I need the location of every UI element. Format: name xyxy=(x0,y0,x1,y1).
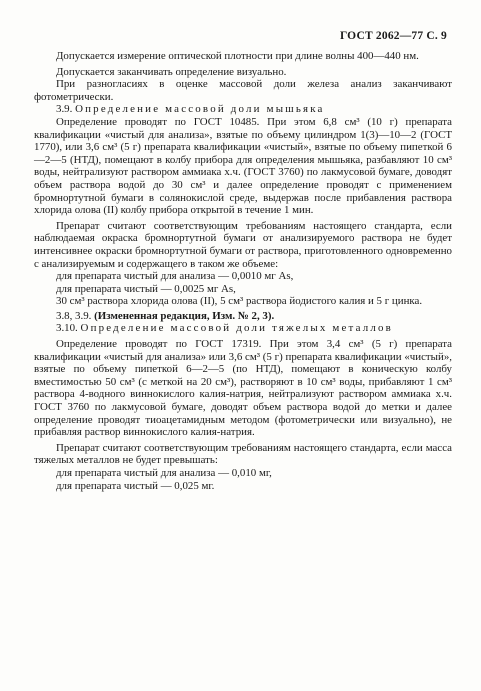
paragraph-disagreement: При разногласиях в оценке массовой доли железа анализ заканчивают фотометрически. xyxy=(34,78,452,103)
section-title: Определение массовой доли мышьяка xyxy=(75,103,325,116)
amendment-section-numbers: 3.8, 3.9. xyxy=(56,309,92,322)
page-header: ГОСТ 2062—77 С. 9 xyxy=(339,30,447,42)
paragraph-arsenic-method: Определение проводят по ГОСТ 10485. При этом 6,8 см³ (10 г) препарата квалификации «чистый для анализа», взятые по объему цилиндром 1(3)—10—2 (ГОСТ 1770), или 3,6 см³ (5 г) препарата квалификации «чистый», взятые по объему пипеткой 6—2—5 (НТД), помещают в колбу прибора для определения мышьяка, разбавляют 10 см³ воды, нейтрализуют раствором аммиака х.ч. (ГОСТ 3760) по лакмусовой бумаге, доводят объем раствора водой до 30 см³ и далее определение проводят с применением бромнортутной бумаги в солянокислой среде, выдержав после прибавления раствора хлорида олова (II) колбу прибора открытой в течение 1 мин. xyxy=(34,115,452,217)
paragraph-arsenic-reagents: 30 см³ раствора хлорида олова (II), 5 см³ раствора йодистого калия и 5 г цинка. xyxy=(56,295,423,308)
paragraph-heavy-metals-pure: для препарата чистый — 0,025 мг. xyxy=(56,479,215,492)
paragraph-arsenic-criterion: Препарат считают соответствующим требованиям настоящего стандарта, если наблюдаемая окраска бромнортутной бумаги от анализируемого раствора не будет интенсивнее окраски бромнортутной бумаги от раствора, приготовленного одновременно с анализируемым и содержащего в таком же объеме: xyxy=(34,219,452,270)
paragraph-arsenic-pure: для препарата чистый — 0,0025 мг As, xyxy=(56,282,236,295)
paragraph-wavelength: Допускается измерение оптической плотности при длине волны 400—440 нм. xyxy=(56,50,419,62)
paragraph-heavy-metals-criterion: Препарат считают соответствующим требованиям настоящего стандарта, если масса тяжелых металлов не будет превышать: xyxy=(34,441,452,467)
section-number: 3.10. xyxy=(56,322,78,335)
paragraph-arsenic-pure-analysis: для препарата чистый для анализа — 0,0010 мг As, xyxy=(56,270,294,283)
section-number: 3.9. xyxy=(56,103,73,116)
section-heading-3-10 xyxy=(34,322,452,335)
paragraph-heavy-metals-method: Определение проводят по ГОСТ 17319. При этом 3,4 см³ (5 г) препарата квалификации «чистый для анализа» или 3,6 см³ (5 г) препарата квалификации «чистый», взятые по объему пипеткой 6—2—5 (по НТД), помещают в коническую колбу вместимостью 50 см³ (с меткой на 20 см³), растворяют в 10 см³ воды, прибавляют 1 см³ раствора 4-водного виннокислого калия-натрия, нейтрализуют раствором аммиака х.ч. ГОСТ 3760 по лакмусовой бумаге, доводят объем раствора водой до метки и далее определение проводят тиоацетамидным методом (фотометрически или визуально), не прибавляя раствор виннокислого калия-натрия. xyxy=(34,338,452,439)
amendment-note xyxy=(34,310,452,323)
paragraph-visual: Допускается заканчивать определение визуально. xyxy=(56,65,287,78)
section-heading-3-9 xyxy=(34,103,452,116)
body-text xyxy=(34,50,452,492)
section-title: Определение массовой доли тяжелых металлов xyxy=(80,322,394,335)
paragraph-heavy-metals-pure-analysis: для препарата чистый для анализа — 0,010 мг, xyxy=(56,467,272,479)
amendment-text: (Измененная редакция, Изм. № 2, 3). xyxy=(94,309,275,322)
